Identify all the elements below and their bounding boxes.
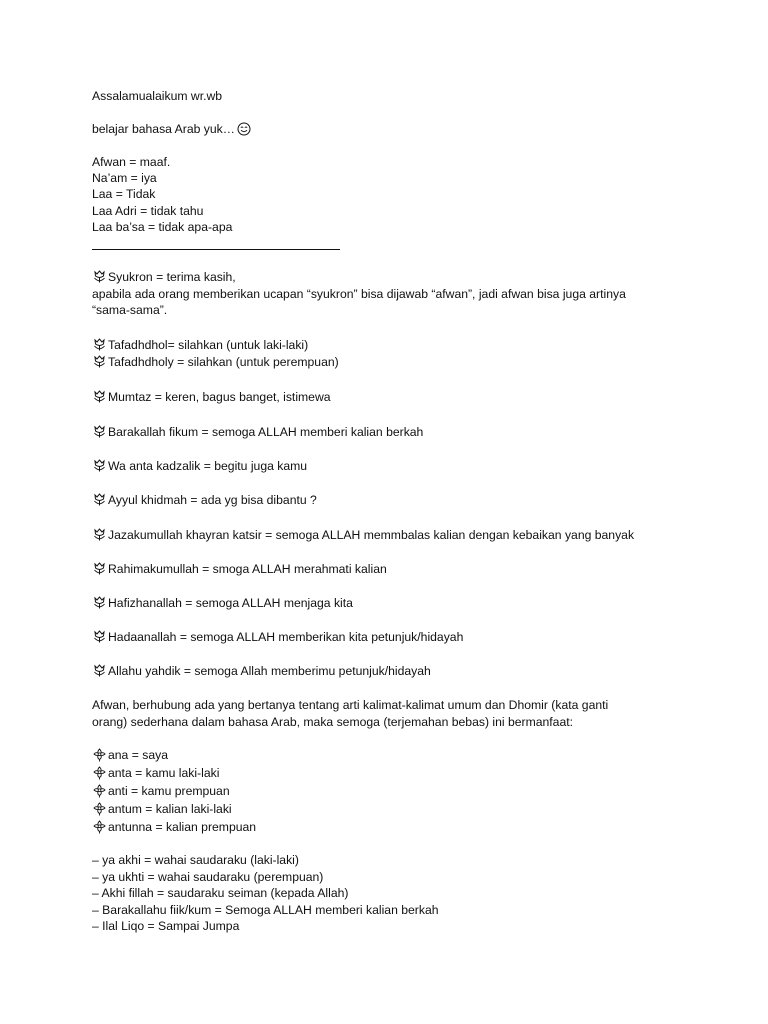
phrase-text: Allahu yahdik = semoga Allah memberimu petunjuk/hidayah <box>108 664 431 678</box>
basic-item: Na’am = iya <box>92 171 157 185</box>
greeting: Assalamualaikum wr.wb <box>92 89 223 103</box>
phrase-item <box>92 527 634 544</box>
basic-item: Laa = Tidak <box>92 187 156 201</box>
phrase-text: Barakallah fikum = semoga ALLAH memberi kalian berkah <box>108 425 424 439</box>
phrase-text: Tafadhdholy = silahkan (untuk perempuan) <box>108 355 339 369</box>
phrase-item <box>92 354 339 371</box>
flower-icon <box>92 801 107 816</box>
pronoun-text: anti = kamu prempuan <box>108 784 230 798</box>
phrase-text: Hadaanallah = semoga ALLAH memberikan kita petunjuk/hidayah <box>108 630 464 644</box>
phrase-item <box>92 424 423 441</box>
tulip-icon <box>92 337 107 352</box>
phrase-text: Ayyul khidmah = ada yg bisa dibantu ? <box>108 493 317 507</box>
extra-item: – ya akhi = wahai saudaraku (laki-laki) <box>92 853 299 867</box>
pronoun-item <box>92 747 168 764</box>
basic-item: Afwan = maaf. <box>92 155 171 169</box>
pronoun-item <box>92 783 230 800</box>
phrase-text: Hafizhanallah = semoga ALLAH menjaga kita <box>108 596 353 610</box>
pronoun-item <box>92 765 219 782</box>
tulip-icon <box>92 561 107 576</box>
divider <box>92 249 340 250</box>
phrase-item <box>92 663 431 680</box>
phrase-text: Wa anta kadzalik = begitu juga kamu <box>108 459 308 473</box>
flower-icon <box>92 765 107 780</box>
phrase-text: Tafadhdhol= silahkan (untuk laki-laki) <box>108 338 309 352</box>
pronoun-text: ana = saya <box>108 748 168 762</box>
phrase-text: Mumtaz = keren, bagus banget, istimewa <box>108 390 331 404</box>
phrase-text: Jazakumullah khayran katsir = semoga ALLAH memmbalas kalian dengan kebaikan yang banyak <box>108 528 635 542</box>
tulip-icon <box>92 629 107 644</box>
syukron-line <box>92 269 236 286</box>
extra-item: – Akhi fillah = saudaraku seiman (kepada Allah) <box>92 886 349 900</box>
phrase-item <box>92 629 463 646</box>
flower-icon <box>92 819 107 834</box>
tulip-icon <box>92 389 107 404</box>
basic-item: Laa Adri = tidak tahu <box>92 204 204 218</box>
smiley-icon <box>237 122 251 136</box>
pronoun-item <box>92 801 232 818</box>
flower-icon <box>92 783 107 798</box>
tulip-icon <box>92 527 107 542</box>
intro-text: belajar bahasa Arab yuk… <box>92 122 235 136</box>
extra-item: – ya ukhti = wahai saudaraku (perempuan) <box>92 870 324 884</box>
dhomir-intro-cont: orang) sederhana dalam bahasa Arab, maka semoga (terjemahan bebas) ini bermanfaat: <box>92 715 574 729</box>
phrase-item <box>92 492 317 509</box>
phrase-item <box>92 561 387 578</box>
tulip-icon <box>92 458 107 473</box>
pronoun-item <box>92 819 256 836</box>
basic-item: Laa ba’sa = tidak apa-apa <box>92 220 233 234</box>
intro-line <box>92 121 251 138</box>
syukron-text: Syukron = terima kasih, <box>108 270 236 284</box>
tulip-icon <box>92 269 107 284</box>
phrase-item <box>92 337 308 354</box>
pronoun-text: antunna = kalian prempuan <box>108 820 257 834</box>
phrase-text: Rahimakumullah = smoga ALLAH merahmati kalian <box>108 562 387 576</box>
tulip-icon <box>92 595 107 610</box>
syukron-explanation: apabila ada orang memberikan ucapan “syukron” bisa dijawab “afwan”, jadi afwan bisa juga artinya <box>92 287 626 301</box>
tulip-icon <box>92 663 107 678</box>
phrase-item <box>92 389 331 406</box>
tulip-icon <box>92 492 107 507</box>
extra-item: – Ilal Liqo = Sampai Jumpa <box>92 919 240 933</box>
pronoun-text: antum = kalian laki-laki <box>108 802 232 816</box>
phrase-item <box>92 595 353 612</box>
pronoun-text: anta = kamu laki-laki <box>108 766 220 780</box>
phrase-item <box>92 458 307 475</box>
tulip-icon <box>92 424 107 439</box>
dhomir-intro: Afwan, berhubung ada yang bertanya tentang arti kalimat-kalimat umum dan Dhomir (kata ganti <box>92 698 609 712</box>
tulip-icon <box>92 354 107 369</box>
extra-item: – Barakallahu fiik/kum = Semoga ALLAH memberi kalian berkah <box>92 903 439 917</box>
syukron-explanation-cont: “sama-sama”. <box>92 303 168 317</box>
flower-icon <box>92 747 107 762</box>
